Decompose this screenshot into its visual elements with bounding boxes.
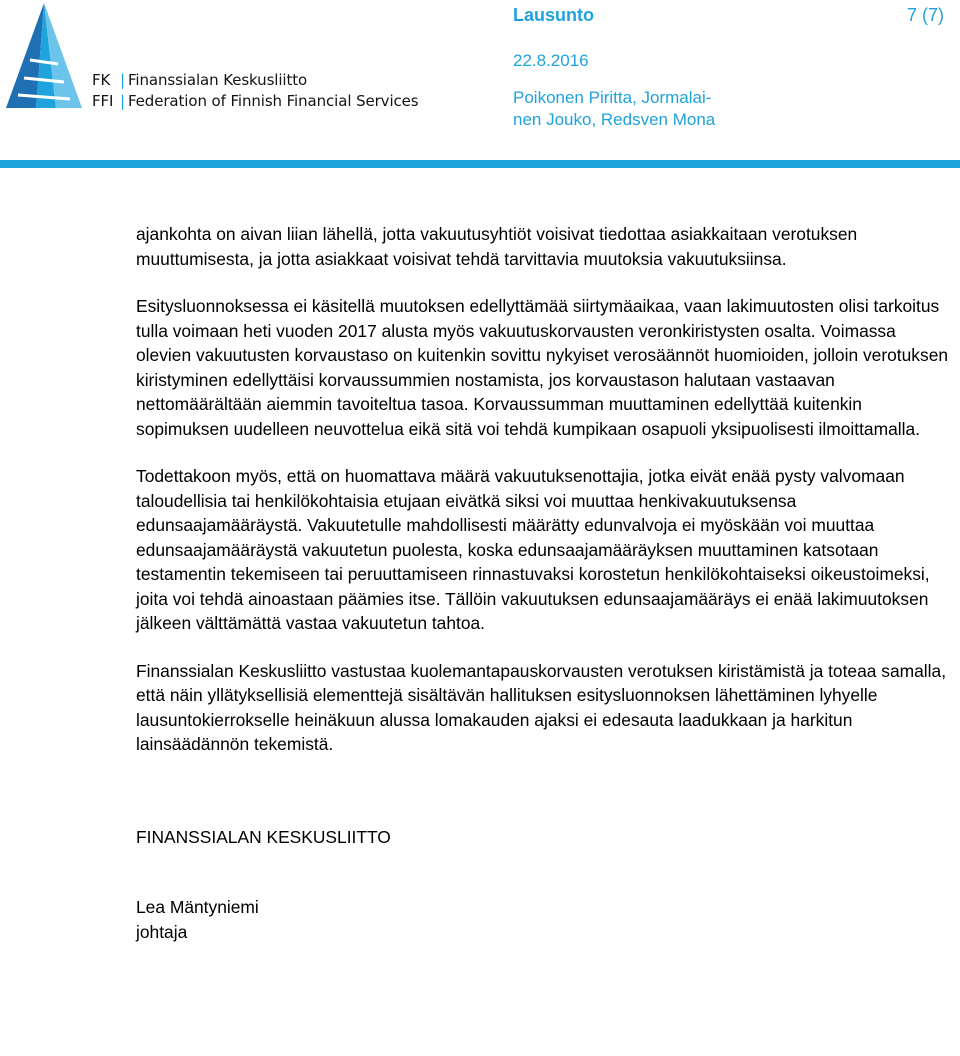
paragraph: Finanssialan Keskusliitto vastustaa kuolemantapauskorvausten verotuksen kiristämistä ja toteaa samalla, että näin yllätyksellisiä elementtejä sisältävän hallituksen esitysluonnoksen lähettäminen lyhyelle lausuntokierrokselle heinäkuun alussa lomakauden ajaksi ei edesauta laadukkaan ja harkitun lainsäädännön tekemistä. — [136, 660, 947, 754]
logo-name-fi: Finanssialan Keskusliitto — [127, 71, 308, 89]
document-type: Lausunto — [513, 5, 594, 25]
logo — [0, 0, 420, 120]
authors-line-2: nen Jouko, Redsven Mona — [513, 110, 716, 129]
paragraph: Todettakoon myös, että on huomattava määrä vakuutuksenottajia, jotka eivät enää pysty valvomaan taloudellisia tai henkilökohtaisia etujaan eivätkä siksi voi muuttaa henkivakuutuksensa edunsaajamääräystä. Vakuutetulle mahdollisesti määrätty edunvalvoja ei myöskään voi muuttaa edunsaajamääräystä vakuutetun puolesta, koska edunsaajamääräyksen muuttaminen katsotaan testamentin tekemiseen tai peruuttamiseen rinnastuvaksi korostetun henkilökohtaiseksi oikeustoimeksi, joita voi tehdä ainoastaan päämies itse. Tällöin vakuutuksen edunsaajamääräys ei enää lakimuutoksen jälkeen välttämättä vastaa vakuutetun tahtoa. — [136, 466, 930, 633]
document-body — [136, 222, 954, 944]
logo-abbr-ffi: FFI — [92, 92, 114, 110]
paragraph: Esitysluonnoksessa ei käsitellä muutoksen edellyttämää siirtymäaikaa, vaan lakimuutosten olisi tarkoitus tulla voimaan heti vuoden 2017 alusta myös vakuutuskorvausten veronkiristysten osalta. Voimassa olevien vakuutusten korvaustaso on kuitenkin sovittu nykyiset verosäännöt huomioiden, jolloin verotuksen kiristyminen edellyttäisi korvaussummien nostamista, jos korvaustason halutaan vastaavan nettomäärältään aiemmin tavoiteltua tasoa. Korvaussumman muuttaminen edellyttää kuitenkin sopimuksen uudelleen neuvottelua eikä sitä voi tehdä kumpikaan osapuoli yksipuolisesti ilmoittamalla. — [136, 296, 949, 439]
logo-line-ffi: FFI | Federation of Finnish Financial Services — [92, 92, 419, 110]
logo-line-fk: FK | Finanssialan Keskusliitto — [92, 71, 308, 89]
signer-name: Lea Mäntyniemi — [136, 897, 259, 917]
header-divider — [0, 160, 960, 168]
paragraph: ajankohta on aivan liian lähellä, jotta vakuutusyhtiöt voisivat tiedottaa asiakkaitaan verotuksen muuttumisesta, ja jotta asiakkaat voisivat tehdä tarvittavia muutoksia vakuutuksiinsa. — [136, 224, 858, 269]
authors-line-1: Poikonen Piritta, Jormalai- — [513, 88, 712, 107]
signer-title: johtaja — [136, 921, 188, 942]
document-date: 22.8.2016 — [513, 51, 589, 70]
logo-name-en: Federation of Finnish Financial Services — [127, 92, 419, 110]
document-authors — [513, 87, 715, 131]
logo-emblem-icon — [0, 0, 92, 115]
logo-abbr-fk: FK — [92, 71, 111, 89]
organization-name: FINANSSIALAN KESKUSLIITTO — [136, 826, 391, 847]
page-number: 7 (7) — [906, 5, 944, 25]
